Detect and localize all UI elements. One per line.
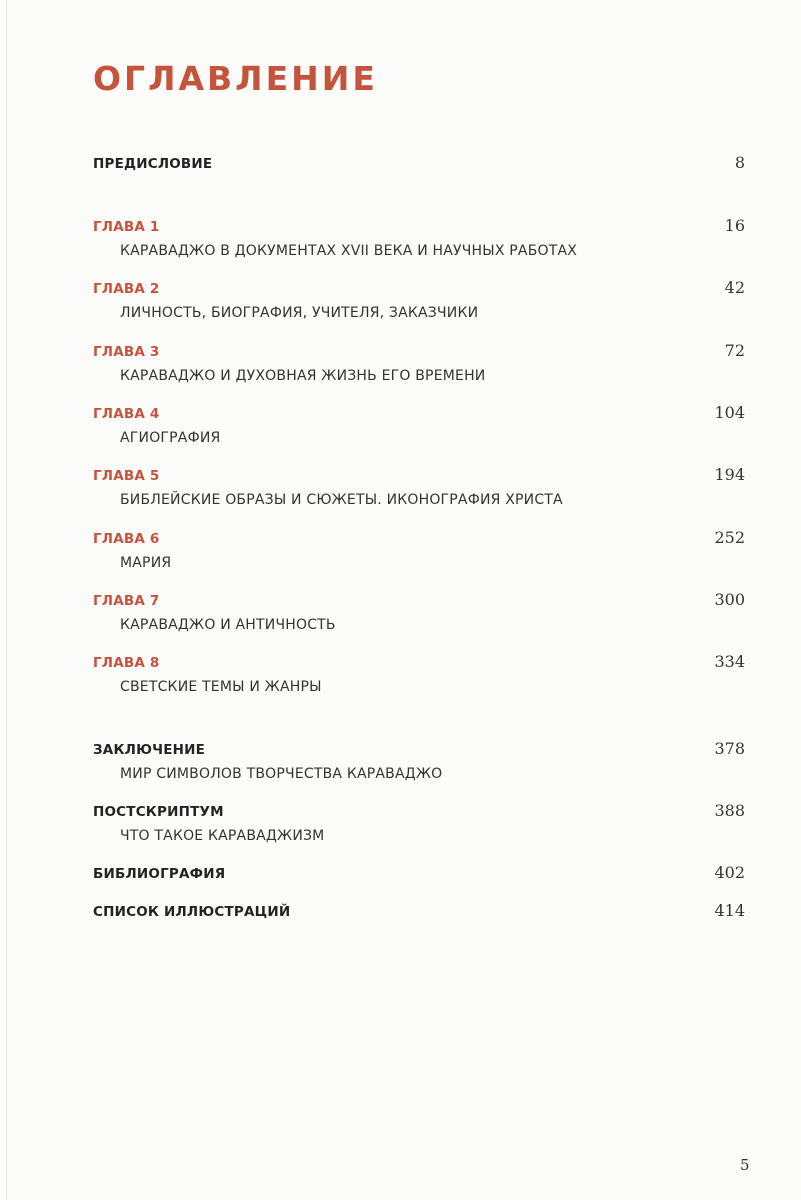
toc-entry-chapter-6 xyxy=(93,528,745,571)
chapter-subtitle: КАРАВАДЖО И ДУХОВНАЯ ЖИЗНЬ ЕГО ВРЕМЕНИ xyxy=(120,368,486,384)
entry-subtitle: МИР СИМВОЛОВ ТВОРЧЕСТВА КАРАВАДЖО xyxy=(120,766,443,782)
page-number: 5 xyxy=(740,1156,750,1174)
entry-label: ПРЕДИСЛОВИЕ xyxy=(93,156,213,172)
chapter-label: ГЛАВА 6 xyxy=(93,531,160,547)
chapter-label: ГЛАВА 2 xyxy=(93,281,160,297)
entry-subtitle: ЧТО ТАКОЕ КАРАВАДЖИЗМ xyxy=(120,828,325,844)
chapter-subtitle: ЛИЧНОСТЬ, БИОГРАФИЯ, УЧИТЕЛЯ, ЗАКАЗЧИКИ xyxy=(120,305,479,321)
chapter-subtitle: КАРАВАДЖО И АНТИЧНОСТЬ xyxy=(120,617,336,633)
toc-entry-bibliography xyxy=(93,863,745,887)
entry-label: СПИСОК ИЛЛЮСТРАЦИЙ xyxy=(93,904,291,920)
entry-page-number: 104 xyxy=(714,403,745,422)
entry-page-number: 194 xyxy=(714,465,745,484)
toc-entry-chapter-4 xyxy=(93,403,745,446)
entry-page-number: 378 xyxy=(714,739,745,758)
toc-entry-chapter-5 xyxy=(93,465,745,508)
toc-entry-chapter-8 xyxy=(93,652,745,695)
chapter-label: ГЛАВА 4 xyxy=(93,406,160,422)
toc-entry-illustrations xyxy=(93,901,745,925)
toc-entry-preface xyxy=(93,153,745,177)
chapter-subtitle: БИБЛЕЙСКИЕ ОБРАЗЫ И СЮЖЕТЫ. ИКОНОГРАФИЯ ХРИСТА xyxy=(120,492,563,508)
chapter-subtitle: АГИОГРАФИЯ xyxy=(120,430,221,446)
chapter-label: ГЛАВА 5 xyxy=(93,468,160,484)
toc-title: ОГЛАВЛЕНИЕ xyxy=(93,59,378,98)
chapter-subtitle: КАРАВАДЖО В ДОКУМЕНТАХ XVII ВЕКА И НАУЧНЫХ РАБОТАХ xyxy=(120,243,578,259)
entry-page-number: 42 xyxy=(724,278,745,297)
chapter-label: ГЛАВА 1 xyxy=(93,219,160,235)
entry-page-number: 16 xyxy=(724,216,745,235)
entry-page-number: 402 xyxy=(714,863,745,882)
book-page xyxy=(6,0,801,1200)
entry-page-number: 72 xyxy=(724,341,745,360)
toc-entry-conclusion xyxy=(93,739,745,782)
toc-entry-chapter-3 xyxy=(93,341,745,384)
chapter-label: ГЛАВА 8 xyxy=(93,655,160,671)
entry-page-number: 334 xyxy=(714,652,745,671)
entry-page-number: 8 xyxy=(734,153,745,172)
entry-label: ЗАКЛЮЧЕНИЕ xyxy=(93,742,206,758)
chapter-subtitle: СВЕТСКИЕ ТЕМЫ И ЖАНРЫ xyxy=(120,679,322,695)
entry-label: БИБЛИОГРАФИЯ xyxy=(93,866,226,882)
toc-entry-postscript xyxy=(93,801,745,844)
entry-page-number: 388 xyxy=(714,801,745,820)
toc-entry-chapter-2 xyxy=(93,278,745,321)
chapter-subtitle: МАРИЯ xyxy=(120,555,172,571)
entry-label: ПОСТСКРИПТУМ xyxy=(93,804,224,820)
chapter-label: ГЛАВА 3 xyxy=(93,344,160,360)
toc-entry-chapter-1 xyxy=(93,216,745,259)
entry-page-number: 252 xyxy=(714,528,745,547)
entry-page-number: 414 xyxy=(714,901,745,920)
chapter-label: ГЛАВА 7 xyxy=(93,593,160,609)
entry-page-number: 300 xyxy=(714,590,745,609)
toc-entry-chapter-7 xyxy=(93,590,745,633)
